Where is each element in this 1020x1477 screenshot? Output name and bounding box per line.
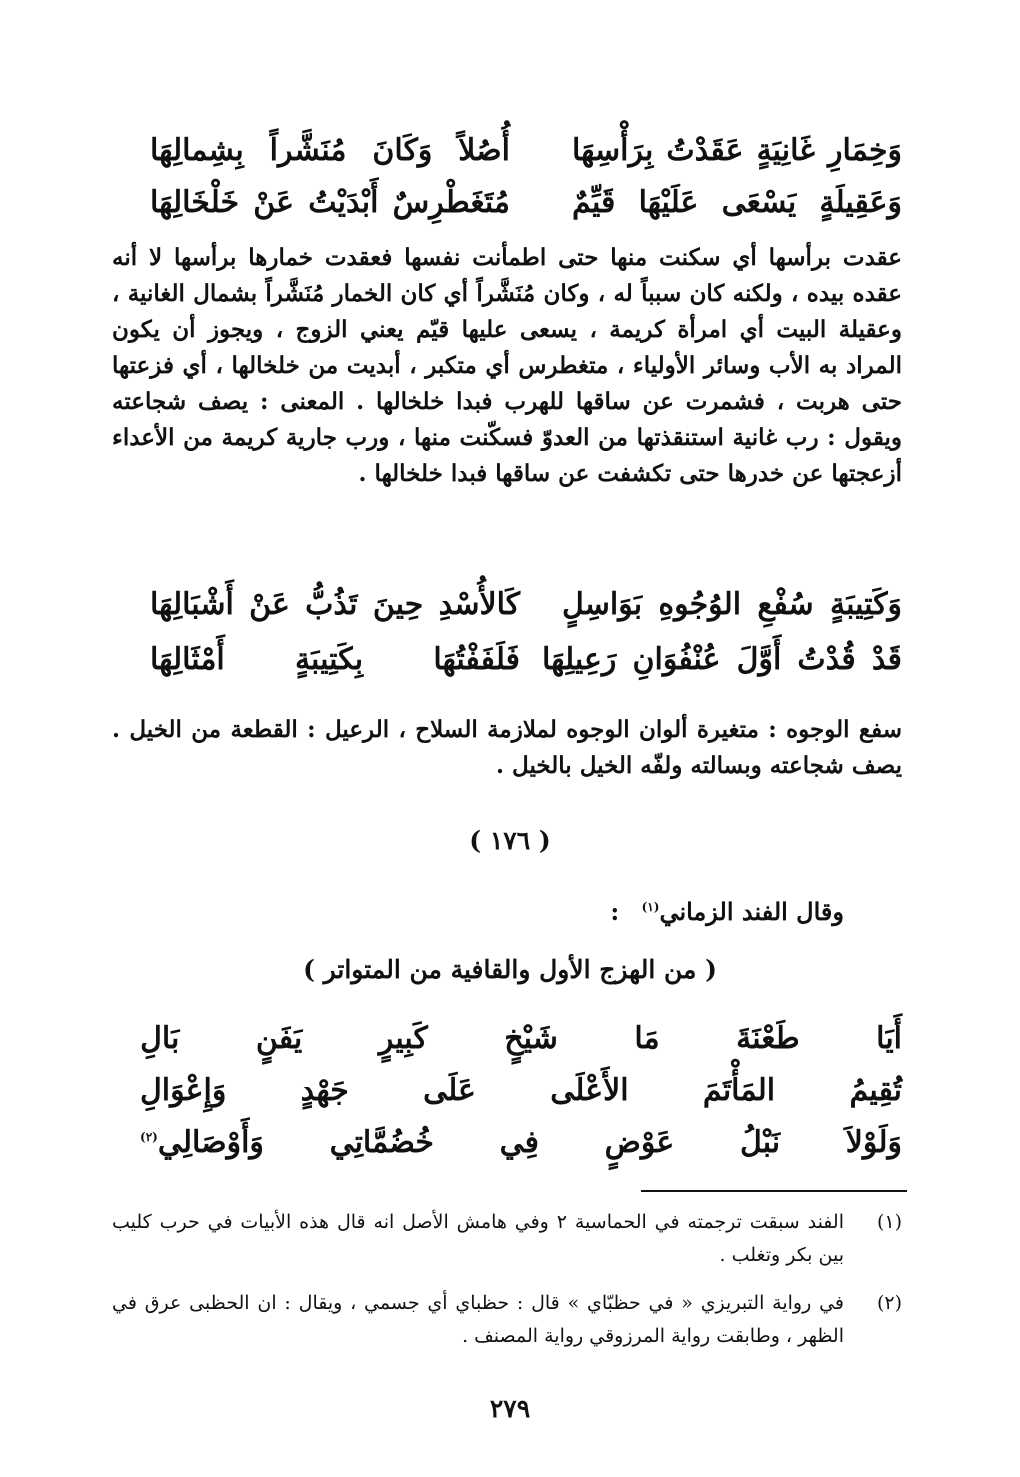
verse-word: طَعْنَةَ bbox=[736, 1021, 800, 1056]
commentary-1: عقدت برأسها أي سكنت منها حتى اطمأنت نفسها فعقدت خمارها برأسها لا أنه عقده بيده ، ولكنه كان سبباً له ، وكان مُنَشَّراً أي كان الخمار مُنَشَّراً بشمال الغانية ، وعقيلة البيت أي امرأة كريمة ، يسعى عليها قيّم يعني الزوج ، ويجوز أن يكون المراد به الأب وسائر الأولياء ، متغطرس أي متكبر ، أبديت من خلخالها ، أي فزعتها حتى هربت ، فشمرت عن ساقها للهرب فبدا خلخالها . المعنى : يصف شجاعته ويقول : رب غانية استنقذتها من العدوّ فسكّنت منها ، ورب جارية كريمة من الأعداء أزعجتها عن خدرها حتى تكشفت عن ساقها فبدا خلخالها . bbox=[112, 244, 902, 487]
poem-3-line-1 bbox=[140, 1021, 902, 1056]
verse-word: رَعِيلِهَا bbox=[542, 642, 617, 677]
verse-word: قَدْ bbox=[871, 642, 902, 677]
verse-word: كَبِيرٍ bbox=[378, 1021, 428, 1056]
verse-word: أَيَا bbox=[876, 1021, 902, 1056]
verse-word: أَمْثَالِهَا bbox=[150, 642, 225, 677]
verse-word: عَنْ bbox=[253, 185, 295, 220]
verse-word: كَالأُسْدِ bbox=[438, 587, 520, 622]
verse-word: بِكَتِيبَةٍ bbox=[294, 642, 364, 677]
section-number: ( ١٧٦ ) bbox=[469, 826, 551, 855]
verse-word: مُتَغَطْرِسٌ bbox=[392, 185, 510, 220]
verse-2-first-hemistich bbox=[572, 185, 902, 220]
verse-word: أَبْدَيْتُ bbox=[308, 185, 379, 220]
meter-heading: ( من الهزج الأول والقافية من المتواتر ) bbox=[303, 955, 717, 984]
footnote-2 bbox=[112, 1287, 902, 1353]
verse-word: وَخِمَارِ bbox=[827, 133, 902, 168]
verse-word: وَكَتِيبَةٍ bbox=[829, 587, 902, 622]
verse-word: عُنْفُوَانِ bbox=[632, 642, 721, 677]
verse-word: بِرَأْسِهَا bbox=[572, 133, 654, 168]
intro-text: وقال الفند الزماني bbox=[659, 897, 844, 926]
page-number: ٢٧٩ bbox=[489, 1394, 531, 1423]
verse-word: يَسْعَى bbox=[721, 185, 797, 220]
verse-word: حِينَ bbox=[372, 587, 424, 622]
verse-word: أُصُلاً bbox=[458, 133, 510, 168]
footnote-1 bbox=[112, 1206, 902, 1272]
verse-word: عَقَدْتُ bbox=[666, 133, 744, 168]
verse-word: تَذُبُّ bbox=[305, 587, 358, 622]
verse-word: الأَعْلَى bbox=[550, 1073, 629, 1108]
verse-word: بِشِمالِهَا bbox=[150, 133, 244, 168]
verse-word: وَأَوْصَالِي bbox=[157, 1125, 264, 1160]
verse-word-with-ref bbox=[140, 1125, 264, 1160]
verse-2-second-hemistich bbox=[150, 185, 510, 220]
verse-word: بَالِ bbox=[140, 1021, 180, 1056]
verse-4-first-hemistich bbox=[542, 642, 902, 677]
verse-word: الوُجُوهِ bbox=[658, 587, 742, 622]
footnote-ref: (٢) bbox=[140, 1130, 158, 1144]
verse-1-first-hemistich bbox=[572, 133, 902, 168]
verse-word: تُقِيمُ bbox=[849, 1073, 902, 1108]
verse-word: عَلَيْهَا bbox=[638, 185, 699, 220]
poem-3-line-3 bbox=[140, 1125, 902, 1160]
footnote-text: في رواية التبريزي « في حظبّاي » قال : حظباي أي جسمي ، ويقال : ان الحظبى عرق في الظهر ، وطابقت رواية المرزوقي رواية المصنف . bbox=[112, 1292, 844, 1347]
footnote-separator bbox=[641, 1190, 907, 1192]
verse-word: وَكَانَ bbox=[372, 133, 433, 168]
verse-word: المَأْتَمَ bbox=[702, 1073, 776, 1108]
verse-word: عَنْ bbox=[249, 587, 290, 622]
verse-word: وَعَقِيلَةٍ bbox=[819, 185, 902, 220]
verse-word: مُنَشَّراً bbox=[269, 133, 347, 168]
footnote-number: (١) bbox=[876, 1211, 902, 1233]
verse-word: سُفْعِ bbox=[757, 587, 814, 622]
verse-word: شَيْخٍ bbox=[504, 1021, 558, 1056]
verse-word: يَفَنٍ bbox=[255, 1021, 303, 1056]
verse-word: عَوْضٍ bbox=[604, 1125, 675, 1160]
verse-1-second-hemistich bbox=[150, 133, 510, 168]
intro-colon: : bbox=[610, 897, 620, 926]
footnote-number: (٢) bbox=[876, 1292, 902, 1314]
poem-3-line-2 bbox=[140, 1073, 902, 1108]
poem-intro bbox=[610, 897, 844, 926]
verse-word: جَهْدٍ bbox=[300, 1073, 349, 1108]
verse-word: عَلَى bbox=[423, 1073, 476, 1108]
verse-3-second-hemistich bbox=[150, 587, 520, 622]
verse-word: غَانِيَةٍ bbox=[756, 133, 815, 168]
verse-word: نَبْلُ bbox=[739, 1125, 781, 1160]
verse-word: أَوَّلَ bbox=[736, 642, 782, 677]
verse-word: بَوَاسِلٍ bbox=[562, 587, 643, 622]
commentary-2: سفع الوجوه : متغيرة ألوان الوجوه لملازمة السلاح ، الرعيل : القطعة من الخيل . يصف شجاعته وبسالته ولفّه الخيل بالخيل . bbox=[112, 716, 902, 779]
verse-word: وَلَوْلاَ bbox=[845, 1125, 902, 1160]
verse-4-second-hemistich bbox=[150, 642, 520, 677]
verse-word: مَا bbox=[634, 1021, 660, 1056]
verse-word: فِي bbox=[499, 1125, 539, 1160]
verse-word: قَيِّمٌ bbox=[572, 185, 616, 220]
footnote-ref: (١) bbox=[641, 900, 660, 914]
verse-word: وَإِعْوَالِ bbox=[140, 1073, 227, 1108]
verse-word: خَلْخَالِهَا bbox=[150, 185, 240, 220]
verse-word: قُدْتُ bbox=[797, 642, 856, 677]
verse-word: أَشْبَالِهَا bbox=[150, 587, 234, 622]
verse-3-first-hemistich bbox=[562, 587, 902, 622]
verse-word: خُضُمَّاتِي bbox=[329, 1125, 434, 1160]
footnote-text: الفند سبقت ترجمته في الحماسية ٢ وفي هامش الأصل انه قال هذه الأبيات في حرب كليب بين بكر وتغلب . bbox=[112, 1211, 844, 1266]
verse-word: فَلَفَفْتُهَا bbox=[433, 642, 520, 677]
